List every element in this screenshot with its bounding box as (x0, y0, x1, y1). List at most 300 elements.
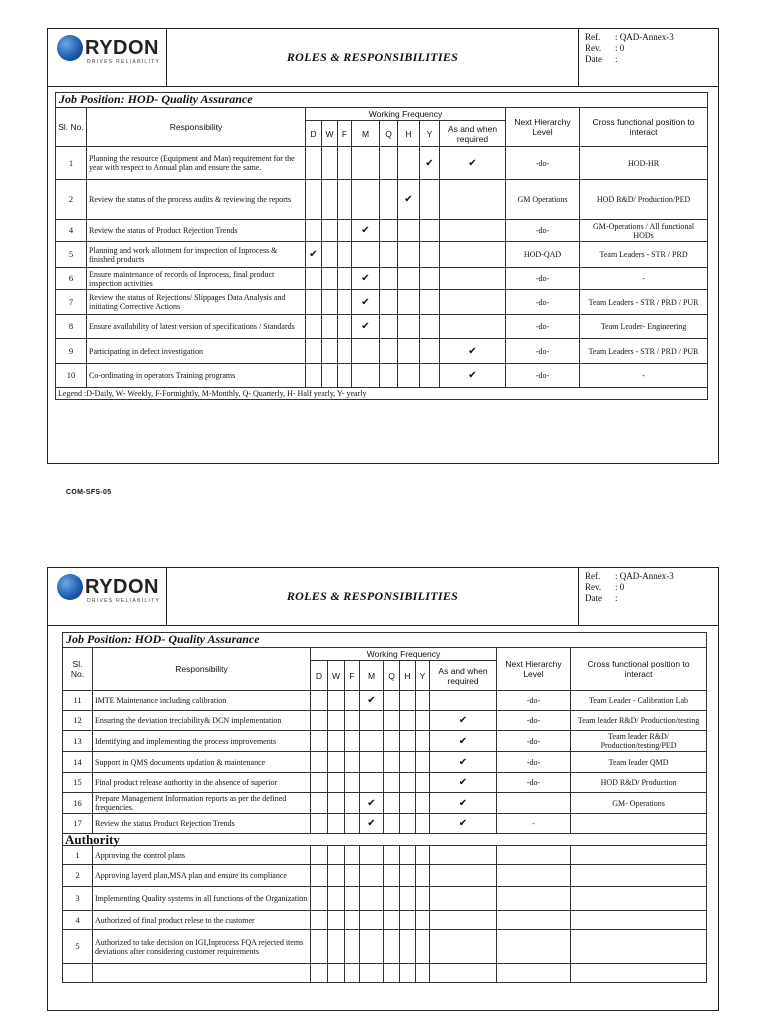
responsibility-table-continued (62, 632, 707, 983)
ref-label: Ref. (585, 32, 601, 42)
cross-functional-cell: HOD R&D/ Production (571, 773, 707, 793)
col-as-required: As and when required (430, 661, 497, 691)
freq-cell (328, 911, 345, 930)
sl-no-cell (63, 964, 93, 983)
responsibility-cell: Authorized to take decision on IGI,Inprocess FQA rejected items deviations after considering customer requirements (93, 930, 311, 964)
logo-text: RYDON (85, 37, 159, 59)
as-required-cell: ✔ (430, 793, 497, 814)
as-required-cell: ✔ (430, 731, 497, 752)
freq-cell (306, 364, 322, 388)
responsibility-cell: Approving the control plans (93, 846, 311, 865)
next-level-cell: -do- (506, 339, 580, 364)
freq-cell: ✔ (352, 220, 380, 242)
freq-cell (352, 147, 380, 180)
col-freq-d: D (311, 661, 328, 691)
freq-cell (345, 865, 360, 887)
freq-cell (328, 711, 345, 731)
cross-functional-cell: HOD R&D/ Production/PED (580, 180, 708, 220)
freq-cell (328, 793, 345, 814)
col-sl-no: Sl. No. (56, 108, 87, 147)
logo-tagline: DRIVES RELIABILITY (87, 598, 161, 604)
freq-cell (416, 911, 430, 930)
globe-icon (57, 574, 83, 600)
freq-cell (416, 773, 430, 793)
responsibility-cell: Approving layerd plan,MSA plan and ensure its compliance (93, 865, 311, 887)
col-freq-y: Y (416, 661, 430, 691)
sl-no-cell: 17 (63, 814, 93, 834)
cross-functional-cell: Team Leaders - STR / PRD (580, 242, 708, 268)
freq-cell (328, 846, 345, 865)
freq-cell (328, 731, 345, 752)
responsibility-cell: Ensure maintenance of records of Inprocess, final product inspection activities (87, 268, 306, 290)
freq-cell (345, 773, 360, 793)
next-level-cell: -do- (497, 752, 571, 773)
next-level-cell: -do- (506, 268, 580, 290)
cross-functional-cell (571, 814, 707, 834)
freq-cell (384, 731, 400, 752)
col-freq-h: H (398, 121, 420, 147)
as-required-cell (440, 290, 506, 315)
cross-functional-cell: GM- Operations (571, 793, 707, 814)
cross-functional-cell (571, 887, 707, 911)
logo-text: RYDON (85, 576, 159, 598)
col-working-frequency: Working Frequency (311, 648, 497, 661)
cross-functional-cell: Team Leader- Engineering (580, 315, 708, 339)
freq-cell (416, 691, 430, 711)
freq-cell (311, 930, 328, 964)
next-level-cell: -do- (497, 711, 571, 731)
next-level-cell: - (497, 814, 571, 834)
as-required-cell (430, 930, 497, 964)
authority-row (63, 887, 707, 911)
freq-cell (338, 180, 352, 220)
cross-functional-cell: Team leader R&D/ Production/testing (571, 711, 707, 731)
freq-cell (322, 220, 338, 242)
freq-cell (338, 220, 352, 242)
freq-cell (360, 865, 384, 887)
freq-cell: ✔ (352, 315, 380, 339)
table-row (63, 814, 707, 834)
next-level-cell (497, 865, 571, 887)
freq-cell (345, 793, 360, 814)
document-header (48, 29, 718, 87)
date-value: : (615, 593, 618, 603)
freq-cell (384, 691, 400, 711)
freq-cell (420, 180, 440, 220)
freq-cell: ✔ (306, 242, 322, 268)
freq-cell (360, 887, 384, 911)
responsibility-cell: Final product release authority in the absence of superior (93, 773, 311, 793)
col-responsibility: Responsibility (87, 108, 306, 147)
table-row (63, 752, 707, 773)
freq-cell (420, 220, 440, 242)
responsibility-cell (93, 964, 311, 983)
reference-block (585, 32, 674, 65)
col-freq-m: M (352, 121, 380, 147)
col-freq-q: Q (384, 661, 400, 691)
freq-cell (328, 887, 345, 911)
as-required-cell (430, 911, 497, 930)
freq-cell (416, 793, 430, 814)
freq-cell (360, 964, 384, 983)
freq-cell (384, 814, 400, 834)
cross-functional-cell: GM-Operations / All functional HODs (580, 220, 708, 242)
rev-label: Rev. (585, 582, 602, 592)
freq-cell (338, 339, 352, 364)
freq-cell (416, 814, 430, 834)
freq-cell (360, 711, 384, 731)
freq-cell (338, 147, 352, 180)
freq-cell (400, 731, 416, 752)
next-level-cell (497, 793, 571, 814)
freq-cell (420, 268, 440, 290)
freq-cell: ✔ (420, 147, 440, 180)
date-label: Date (585, 593, 602, 603)
next-level-cell: -do- (506, 364, 580, 388)
ref-value: : QAD-Annex-3 (615, 32, 674, 42)
freq-cell (400, 773, 416, 793)
freq-cell: ✔ (360, 691, 384, 711)
freq-cell (380, 220, 398, 242)
col-working-frequency: Working Frequency (306, 108, 506, 121)
table-row (63, 731, 707, 752)
next-level-cell: -do- (506, 220, 580, 242)
freq-cell (416, 752, 430, 773)
responsibility-cell: Review the status of Rejections/ Slippages Data Analysis and initiating Corrective Actions (87, 290, 306, 315)
freq-cell (416, 731, 430, 752)
cross-functional-cell (571, 930, 707, 964)
document-title: ROLES & RESPONSIBILITIES (286, 589, 459, 603)
col-freq-w: W (328, 661, 345, 691)
sl-no-cell: 7 (56, 290, 87, 315)
freq-cell (384, 865, 400, 887)
freq-cell (420, 242, 440, 268)
freq-cell (352, 364, 380, 388)
cross-functional-cell: Team Leaders - STR / PRD / PUR (580, 339, 708, 364)
freq-cell (322, 290, 338, 315)
freq-cell (328, 691, 345, 711)
responsibility-cell: Prepare Management Information reports as per the defined frequencies. (93, 793, 311, 814)
freq-cell (322, 242, 338, 268)
globe-icon (57, 35, 83, 61)
freq-cell (328, 773, 345, 793)
next-level-cell: -do- (506, 315, 580, 339)
freq-cell (380, 364, 398, 388)
freq-cell (380, 268, 398, 290)
freq-cell (420, 339, 440, 364)
table-row (56, 364, 708, 388)
freq-cell (345, 711, 360, 731)
table-row (56, 220, 708, 242)
freq-cell (360, 773, 384, 793)
next-level-cell: -do- (497, 773, 571, 793)
footer-code: COM-SFS-05 (66, 489, 112, 496)
table-row (63, 793, 707, 814)
ref-label: Ref. (585, 571, 601, 581)
freq-cell (311, 964, 328, 983)
freq-cell (322, 180, 338, 220)
freq-cell (345, 930, 360, 964)
as-required-cell (430, 865, 497, 887)
title-cell (167, 568, 579, 625)
freq-cell (311, 887, 328, 911)
freq-cell (306, 339, 322, 364)
as-required-cell (440, 242, 506, 268)
responsibility-cell: Planning the resource (Equipment and Man) requirement for the year with respect to Annual plan and ensure the same. (87, 147, 306, 180)
col-as-required: As and when required (440, 121, 506, 147)
sl-no-cell: 13 (63, 731, 93, 752)
next-level-cell (497, 887, 571, 911)
freq-cell (345, 814, 360, 834)
document-sheet-1 (47, 28, 719, 464)
freq-cell (398, 220, 420, 242)
freq-cell (311, 711, 328, 731)
as-required-cell (440, 220, 506, 242)
sl-no-cell: 9 (56, 339, 87, 364)
col-freq-w: W (322, 121, 338, 147)
cross-functional-cell: Team Leader - Calibration Lab (571, 691, 707, 711)
responsibility-cell: Review the status of Product Rejection Trends (87, 220, 306, 242)
sl-no-cell: 5 (63, 930, 93, 964)
table-row (56, 268, 708, 290)
sl-no-cell: 2 (56, 180, 87, 220)
freq-cell (345, 691, 360, 711)
freq-cell (311, 752, 328, 773)
freq-cell (328, 752, 345, 773)
freq-cell (398, 364, 420, 388)
table-row (63, 711, 707, 731)
freq-cell (360, 911, 384, 930)
freq-cell (398, 339, 420, 364)
table-row (56, 339, 708, 364)
as-required-cell: ✔ (430, 711, 497, 731)
freq-cell (322, 268, 338, 290)
freq-cell (328, 964, 345, 983)
cross-functional-cell (571, 911, 707, 930)
table-row (56, 180, 708, 220)
freq-cell (352, 339, 380, 364)
freq-cell (400, 752, 416, 773)
rev-label: Rev. (585, 43, 602, 53)
freq-cell: ✔ (360, 814, 384, 834)
freq-cell (398, 315, 420, 339)
as-required-cell (440, 315, 506, 339)
freq-cell (384, 887, 400, 911)
freq-cell (345, 846, 360, 865)
cross-functional-cell: HOD-HR (580, 147, 708, 180)
freq-cell (384, 793, 400, 814)
freq-cell (306, 147, 322, 180)
legend: Legend :D-Daily, W- Weekly, F-Fortnightly, M-Monthly, Q- Quarterly, H- Half yearly, Y- yearly (56, 388, 708, 400)
reference-block (585, 571, 674, 604)
freq-cell (352, 180, 380, 220)
freq-cell (400, 711, 416, 731)
col-cross-functional: Cross functional position to interact (580, 108, 708, 147)
freq-cell (416, 887, 430, 911)
freq-cell (380, 242, 398, 268)
freq-cell (416, 846, 430, 865)
freq-cell (398, 290, 420, 315)
responsibility-cell: Authorized of final product relese to the customer (93, 911, 311, 930)
col-responsibility: Responsibility (93, 648, 311, 691)
as-required-cell: ✔ (440, 339, 506, 364)
col-cross-functional: Cross functional position to interact (571, 648, 707, 691)
col-freq-f: F (338, 121, 352, 147)
freq-cell: ✔ (352, 268, 380, 290)
table-row (56, 290, 708, 315)
freq-cell (322, 147, 338, 180)
as-required-cell: ✔ (440, 364, 506, 388)
freq-cell (306, 180, 322, 220)
freq-cell (311, 911, 328, 930)
authority-row (63, 865, 707, 887)
freq-cell (338, 242, 352, 268)
responsibility-cell: Planning and work allotment for inspection of Inprocess & finished products (87, 242, 306, 268)
cross-functional-cell: - (580, 364, 708, 388)
next-level-cell (497, 911, 571, 930)
col-freq-m: M (360, 661, 384, 691)
as-required-cell: ✔ (430, 773, 497, 793)
as-required-cell: ✔ (440, 147, 506, 180)
freq-cell (322, 364, 338, 388)
freq-cell (416, 964, 430, 983)
sl-no-cell: 1 (56, 147, 87, 180)
freq-cell (420, 315, 440, 339)
freq-cell (398, 147, 420, 180)
table-row (56, 315, 708, 339)
authority-row (63, 911, 707, 930)
freq-cell (416, 865, 430, 887)
as-required-cell (430, 887, 497, 911)
col-freq-y: Y (420, 121, 440, 147)
next-level-cell (497, 846, 571, 865)
cross-functional-cell: Team leader R&D/ Production/testing/PED (571, 731, 707, 752)
freq-cell (420, 290, 440, 315)
sl-no-cell: 2 (63, 865, 93, 887)
date-label: Date (585, 54, 602, 64)
freq-cell (311, 731, 328, 752)
freq-cell (360, 846, 384, 865)
freq-cell (416, 711, 430, 731)
freq-cell (384, 964, 400, 983)
freq-cell (400, 911, 416, 930)
col-freq-f: F (345, 661, 360, 691)
responsibility-cell: IMTE Maintenance including calibration (93, 691, 311, 711)
freq-cell (400, 964, 416, 983)
authority-row (63, 846, 707, 865)
freq-cell (306, 315, 322, 339)
date-value: : (615, 54, 618, 64)
freq-cell (380, 315, 398, 339)
authority-row (63, 964, 707, 983)
freq-cell (398, 268, 420, 290)
freq-cell (306, 220, 322, 242)
sl-no-cell: 15 (63, 773, 93, 793)
rev-value: : 0 (615, 582, 625, 592)
company-logo (48, 29, 167, 86)
freq-cell (360, 930, 384, 964)
freq-cell (345, 964, 360, 983)
freq-cell (360, 752, 384, 773)
rev-value: : 0 (615, 43, 625, 53)
table-row (56, 242, 708, 268)
responsibility-cell: Participating in defect investigation (87, 339, 306, 364)
freq-cell (384, 773, 400, 793)
cross-functional-cell (571, 846, 707, 865)
ref-value: : QAD-Annex-3 (615, 571, 674, 581)
table-row (56, 147, 708, 180)
sl-no-cell: 6 (56, 268, 87, 290)
responsibility-table (55, 92, 708, 400)
freq-cell (345, 911, 360, 930)
freq-cell (380, 290, 398, 315)
sl-no-cell: 14 (63, 752, 93, 773)
job-position: Job Position: HOD- Quality Assurance (66, 632, 260, 646)
job-position-row (56, 93, 708, 108)
next-level-cell: -do- (506, 147, 580, 180)
responsibility-cell: Co-ordinating in operators Training programs (87, 364, 306, 388)
next-level-cell: GM Operations (506, 180, 580, 220)
freq-cell (322, 315, 338, 339)
freq-cell (400, 814, 416, 834)
sl-no-cell: 4 (63, 911, 93, 930)
freq-cell: ✔ (360, 793, 384, 814)
next-level-cell: HOD-QAD (506, 242, 580, 268)
freq-cell (380, 339, 398, 364)
sl-no-cell: 3 (63, 887, 93, 911)
authority-title: Authority (63, 834, 707, 846)
cross-functional-cell: Team Leaders - STR / PRD / PUR (580, 290, 708, 315)
freq-cell (311, 773, 328, 793)
freq-cell (380, 180, 398, 220)
freq-cell (345, 731, 360, 752)
responsibility-cell: Review the status Product Rejection Trends (93, 814, 311, 834)
as-required-cell: ✔ (430, 752, 497, 773)
freq-cell (338, 364, 352, 388)
cross-functional-cell (571, 964, 707, 983)
freq-cell (306, 268, 322, 290)
sl-no-cell: 8 (56, 315, 87, 339)
freq-cell (328, 814, 345, 834)
freq-cell (384, 752, 400, 773)
freq-cell (311, 793, 328, 814)
col-next-hierarchy: Next Hierarchy Level (497, 648, 571, 691)
sl-no-cell: 10 (56, 364, 87, 388)
freq-cell (311, 814, 328, 834)
responsibility-cell: Identifying and implementing the process improvements (93, 731, 311, 752)
as-required-cell (430, 846, 497, 865)
sl-no-cell: 4 (56, 220, 87, 242)
freq-cell: ✔ (398, 180, 420, 220)
freq-cell: ✔ (352, 290, 380, 315)
freq-cell (400, 930, 416, 964)
as-required-cell (440, 180, 506, 220)
next-level-cell: -do- (497, 691, 571, 711)
job-position-row (63, 633, 707, 648)
as-required-cell (430, 691, 497, 711)
freq-cell (400, 865, 416, 887)
sl-no-cell: 1 (63, 846, 93, 865)
freq-cell (416, 930, 430, 964)
title-cell (167, 29, 579, 86)
job-position: Job Position: HOD- Quality Assurance (59, 92, 253, 106)
document-title: ROLES & RESPONSIBILITIES (286, 50, 459, 64)
freq-cell (345, 887, 360, 911)
responsibility-cell: Implementing Quality systems in all functions of the Organization (93, 887, 311, 911)
table-row (63, 773, 707, 793)
freq-cell (380, 147, 398, 180)
freq-cell (306, 290, 322, 315)
